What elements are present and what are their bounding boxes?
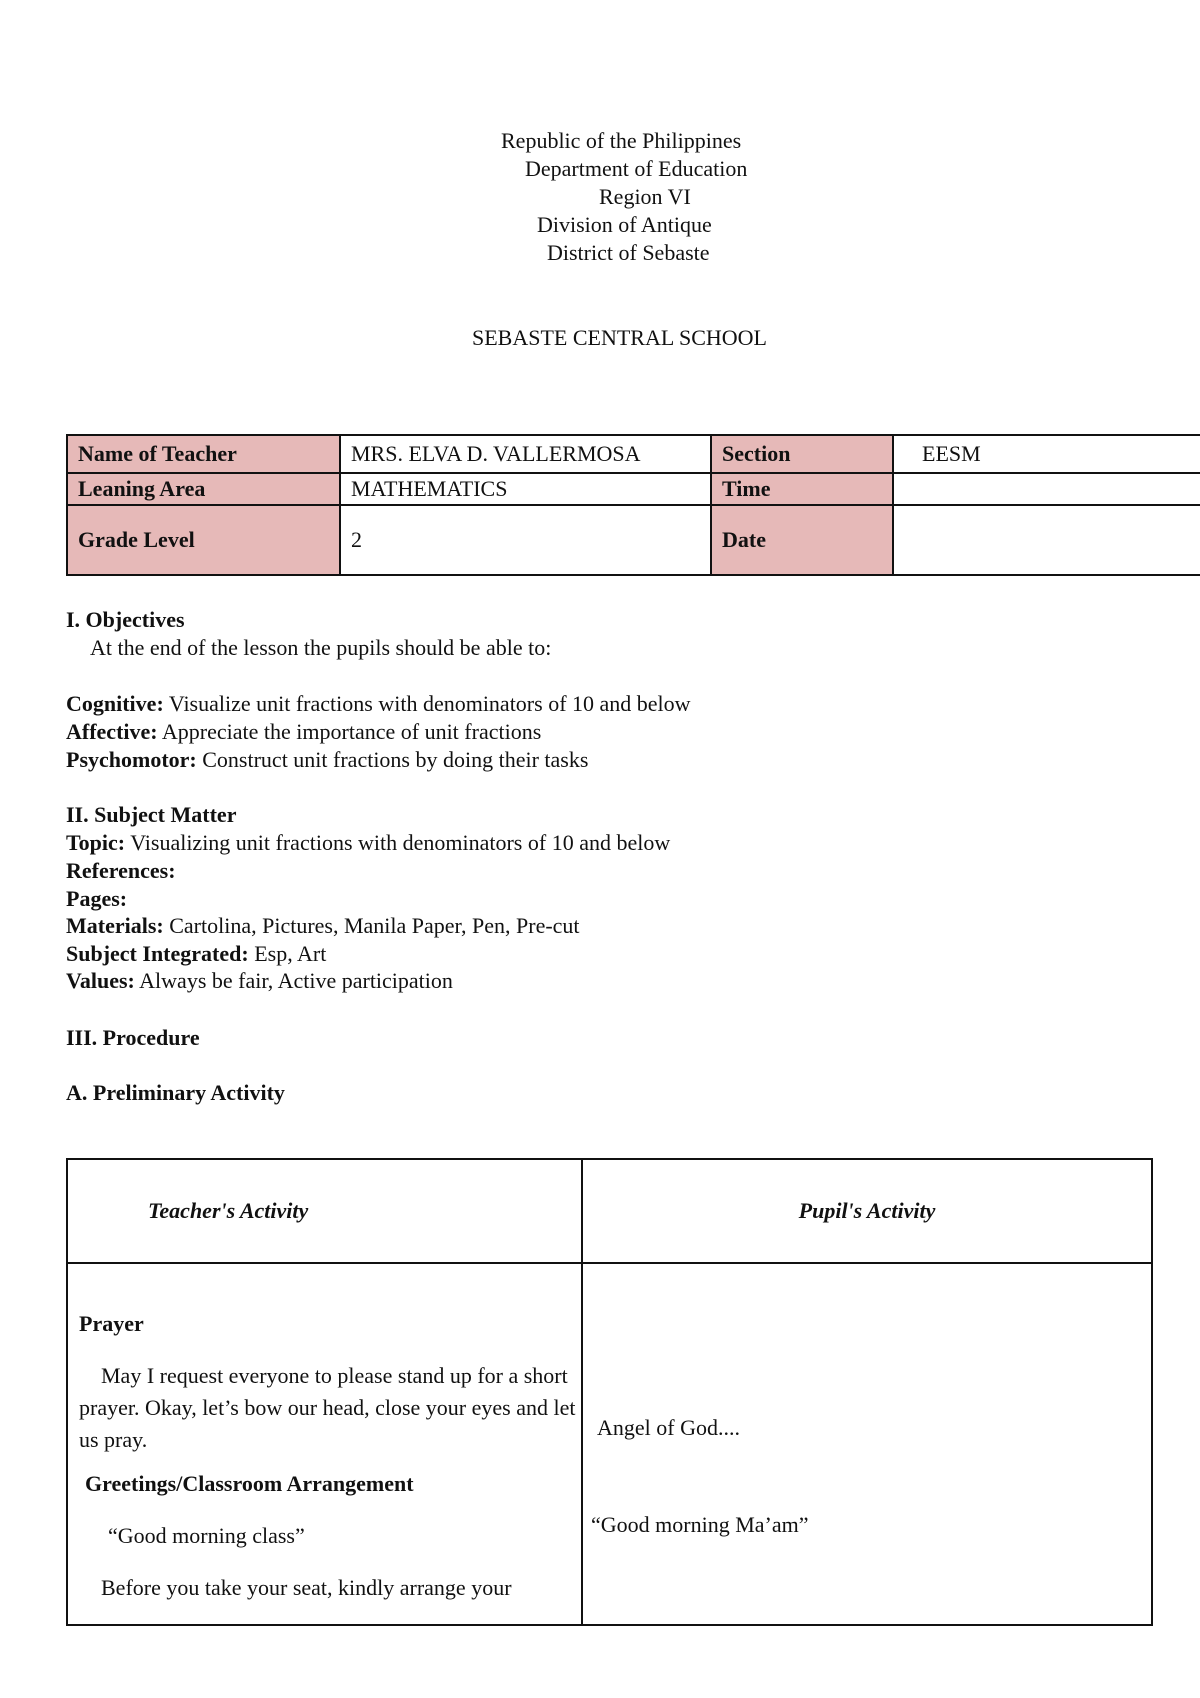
- section-label: Section: [711, 435, 893, 473]
- info-row-grade: [67, 505, 1200, 575]
- subject-values: [66, 968, 453, 994]
- affective-label: Affective:: [66, 719, 158, 744]
- prayer-text: May I request everyone to please stand up for a short prayer. Okay, let’s bow our head, close your eyes and let us pray.: [79, 1363, 576, 1452]
- references-label: References:: [66, 858, 176, 883]
- psychomotor-text: Construct unit fractions by doing their tasks: [202, 747, 589, 772]
- teacher-name-label: Name of Teacher: [67, 435, 340, 473]
- integrated-label: Subject Integrated:: [66, 941, 249, 966]
- objective-affective: [66, 719, 541, 745]
- objective-cognitive: [66, 691, 691, 717]
- section-value: EESM: [893, 435, 1200, 473]
- header-department: Department of Education: [525, 156, 748, 181]
- date-value: [893, 505, 1200, 575]
- materials-text: Cartolina, Pictures, Manila Paper, Pen, Pre-cut: [169, 913, 580, 938]
- objectives-heading: I. Objectives: [66, 607, 185, 632]
- subject-matter-heading: II. Subject Matter: [66, 802, 237, 827]
- time-value: [893, 473, 1200, 505]
- info-row-teacher: [67, 435, 1200, 473]
- header-district: District of Sebaste: [547, 240, 710, 265]
- activity-table: [66, 1158, 1153, 1626]
- arrange-text: Before you take your seat, kindly arrange your: [101, 1575, 512, 1600]
- cognitive-label: Cognitive:: [66, 691, 164, 716]
- procedure-heading: III. Procedure: [66, 1025, 200, 1050]
- values-text: Always be fair, Active participation: [139, 968, 453, 993]
- teacher-activity-header: Teacher's Activity: [67, 1159, 582, 1263]
- teacher-info-table: [66, 434, 1200, 576]
- learning-area-value: MATHEMATICS: [340, 473, 711, 505]
- subject-topic: [66, 830, 670, 856]
- grade-level-label: Grade Level: [67, 505, 340, 575]
- header-republic: Republic of the Philippines: [501, 128, 742, 153]
- header-region: Region VI: [599, 184, 691, 209]
- objectives-intro: At the end of the lesson the pupils should be able to:: [90, 635, 552, 660]
- greetings-heading: Greetings/Classroom Arrangement: [85, 1471, 414, 1496]
- grade-level-value: 2: [340, 505, 711, 575]
- topic-text: Visualizing unit fractions with denominators of 10 and below: [130, 830, 671, 855]
- pupil-activity-cell: [582, 1263, 1152, 1625]
- greeting-text: “Good morning class”: [108, 1523, 305, 1548]
- learning-area-label: Leaning Area: [67, 473, 340, 505]
- subject-materials: [66, 913, 580, 939]
- time-label: Time: [711, 473, 893, 505]
- subject-integrated: [66, 941, 326, 967]
- cognitive-text: Visualize unit fractions with denominators of 10 and below: [168, 691, 691, 716]
- affective-text: Appreciate the importance of unit fractions: [161, 719, 542, 744]
- psychomotor-label: Psychomotor:: [66, 747, 197, 772]
- pupil-activity-header: Pupil's Activity: [582, 1159, 1152, 1263]
- prayer-heading: Prayer: [79, 1311, 144, 1336]
- pupil-greeting-response: “Good morning Ma’am”: [591, 1512, 809, 1537]
- info-row-area: [67, 473, 1200, 505]
- pages-label: Pages:: [66, 886, 128, 911]
- date-label: Date: [711, 505, 893, 575]
- header-division: Division of Antique: [537, 212, 712, 237]
- activity-header-row: [67, 1159, 1152, 1263]
- activity-body-row: [67, 1263, 1152, 1625]
- objective-psychomotor: [66, 747, 588, 773]
- materials-label: Materials:: [66, 913, 164, 938]
- teacher-activity-cell: [67, 1263, 582, 1625]
- preliminary-activity-heading: A. Preliminary Activity: [66, 1080, 285, 1105]
- pupil-prayer-response: Angel of God....: [597, 1415, 740, 1440]
- topic-label: Topic:: [66, 830, 126, 855]
- integrated-text: Esp, Art: [254, 941, 327, 966]
- school-name: SEBASTE CENTRAL SCHOOL: [472, 325, 767, 350]
- values-label: Values:: [66, 968, 135, 993]
- teacher-name-value: MRS. ELVA D. VALLERMOSA: [340, 435, 711, 473]
